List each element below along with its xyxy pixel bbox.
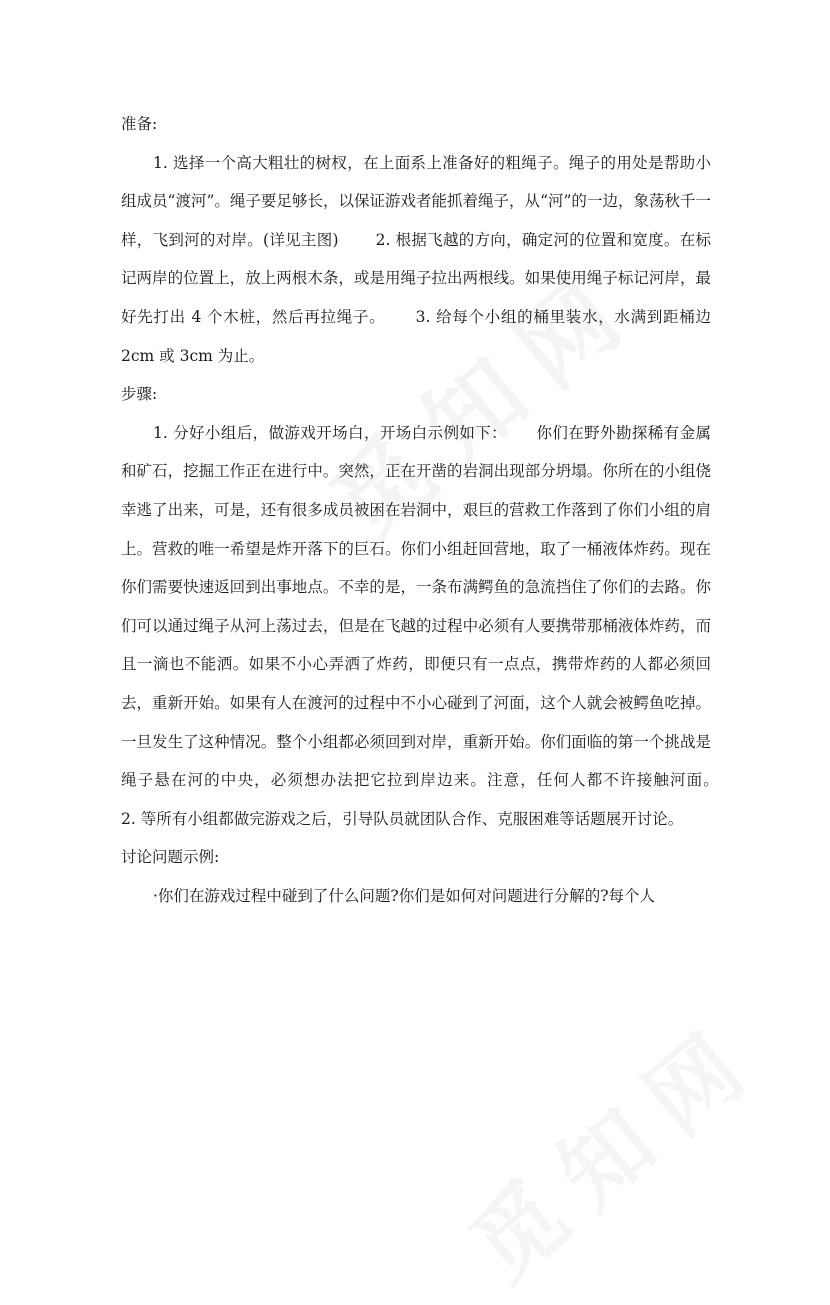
section-heading-preparation: 准备: <box>121 115 158 133</box>
section-heading-steps: 步骤: <box>121 385 158 404</box>
preparation-paragraph: 1. 选择一个高大粗壮的树杈，在上面系上准备好的粗绳子。绳子的用处是帮助小组成员“渡河”。绳子要足够长，以保证游戏者能抓着绳子，从“河”的一边，象荡秋千一样，飞到河的对岸。(详见主图) 2. 根据飞越的方向，确定河的位置和宽度。在标记两岸的位置上，放上两根木条，或是用绳子拉出两根线。如果使用绳子标记河岸，最好先打出 4 个木桩，然后再拉绳子。 3. 给每个小组的桶里装水，水满到距桶边 2cm 或 3cm 为止。 <box>121 153 711 365</box>
steps-paragraph: 1. 分好小组后，做游戏开场白，开场白示例如下： 你们在野外勘探稀有金属和矿石，挖掘工作正在进行中。突然，正在开凿的岩洞出现部分坍塌。你所在的小组侥幸逃了出来，可是，还有很多成员被困在岩洞中，艰巨的营救工作落到了你们小组的肩上。营救的唯一希望是炸开落下的巨石。你们小组赶回营地，取了一桶液体炸药。现在你们需要快速返回到出事地点。不幸的是，一条布满鳄鱼的急流挡住了你们的去路。你们可以通过绳子从河上荡过去，但是在飞越的过程中必须有人要携带那桶液体炸药，而且一滴也不能洒。如果不小心弄洒了炸药，即便只有一点点，携带炸药的人都必须回去，重新开始。如果有人在渡河的过程中不小心碰到了河面，这个人就会被鳄鱼吃掉。一旦发生了这种情况。整个小组都必须回到对岸，重新开始。你们面临的第一个挑战是绳子悬在河的中央，必须想办法把它拉到岸边来。注意，任何人都不许接触河面。 2. 等所有小组都做完游戏之后，引导队员就团队合作、克服困难等话题展开讨论。 <box>121 423 747 828</box>
document-body <box>121 105 747 915</box>
section-heading-discussion: 讨论问题示例: <box>121 848 220 867</box>
discussion-paragraph: ·你们在游戏过程中碰到了什么问题?你们是如何对问题进行分解的?每个人 <box>153 886 656 905</box>
watermark-bottom <box>438 985 784 1304</box>
